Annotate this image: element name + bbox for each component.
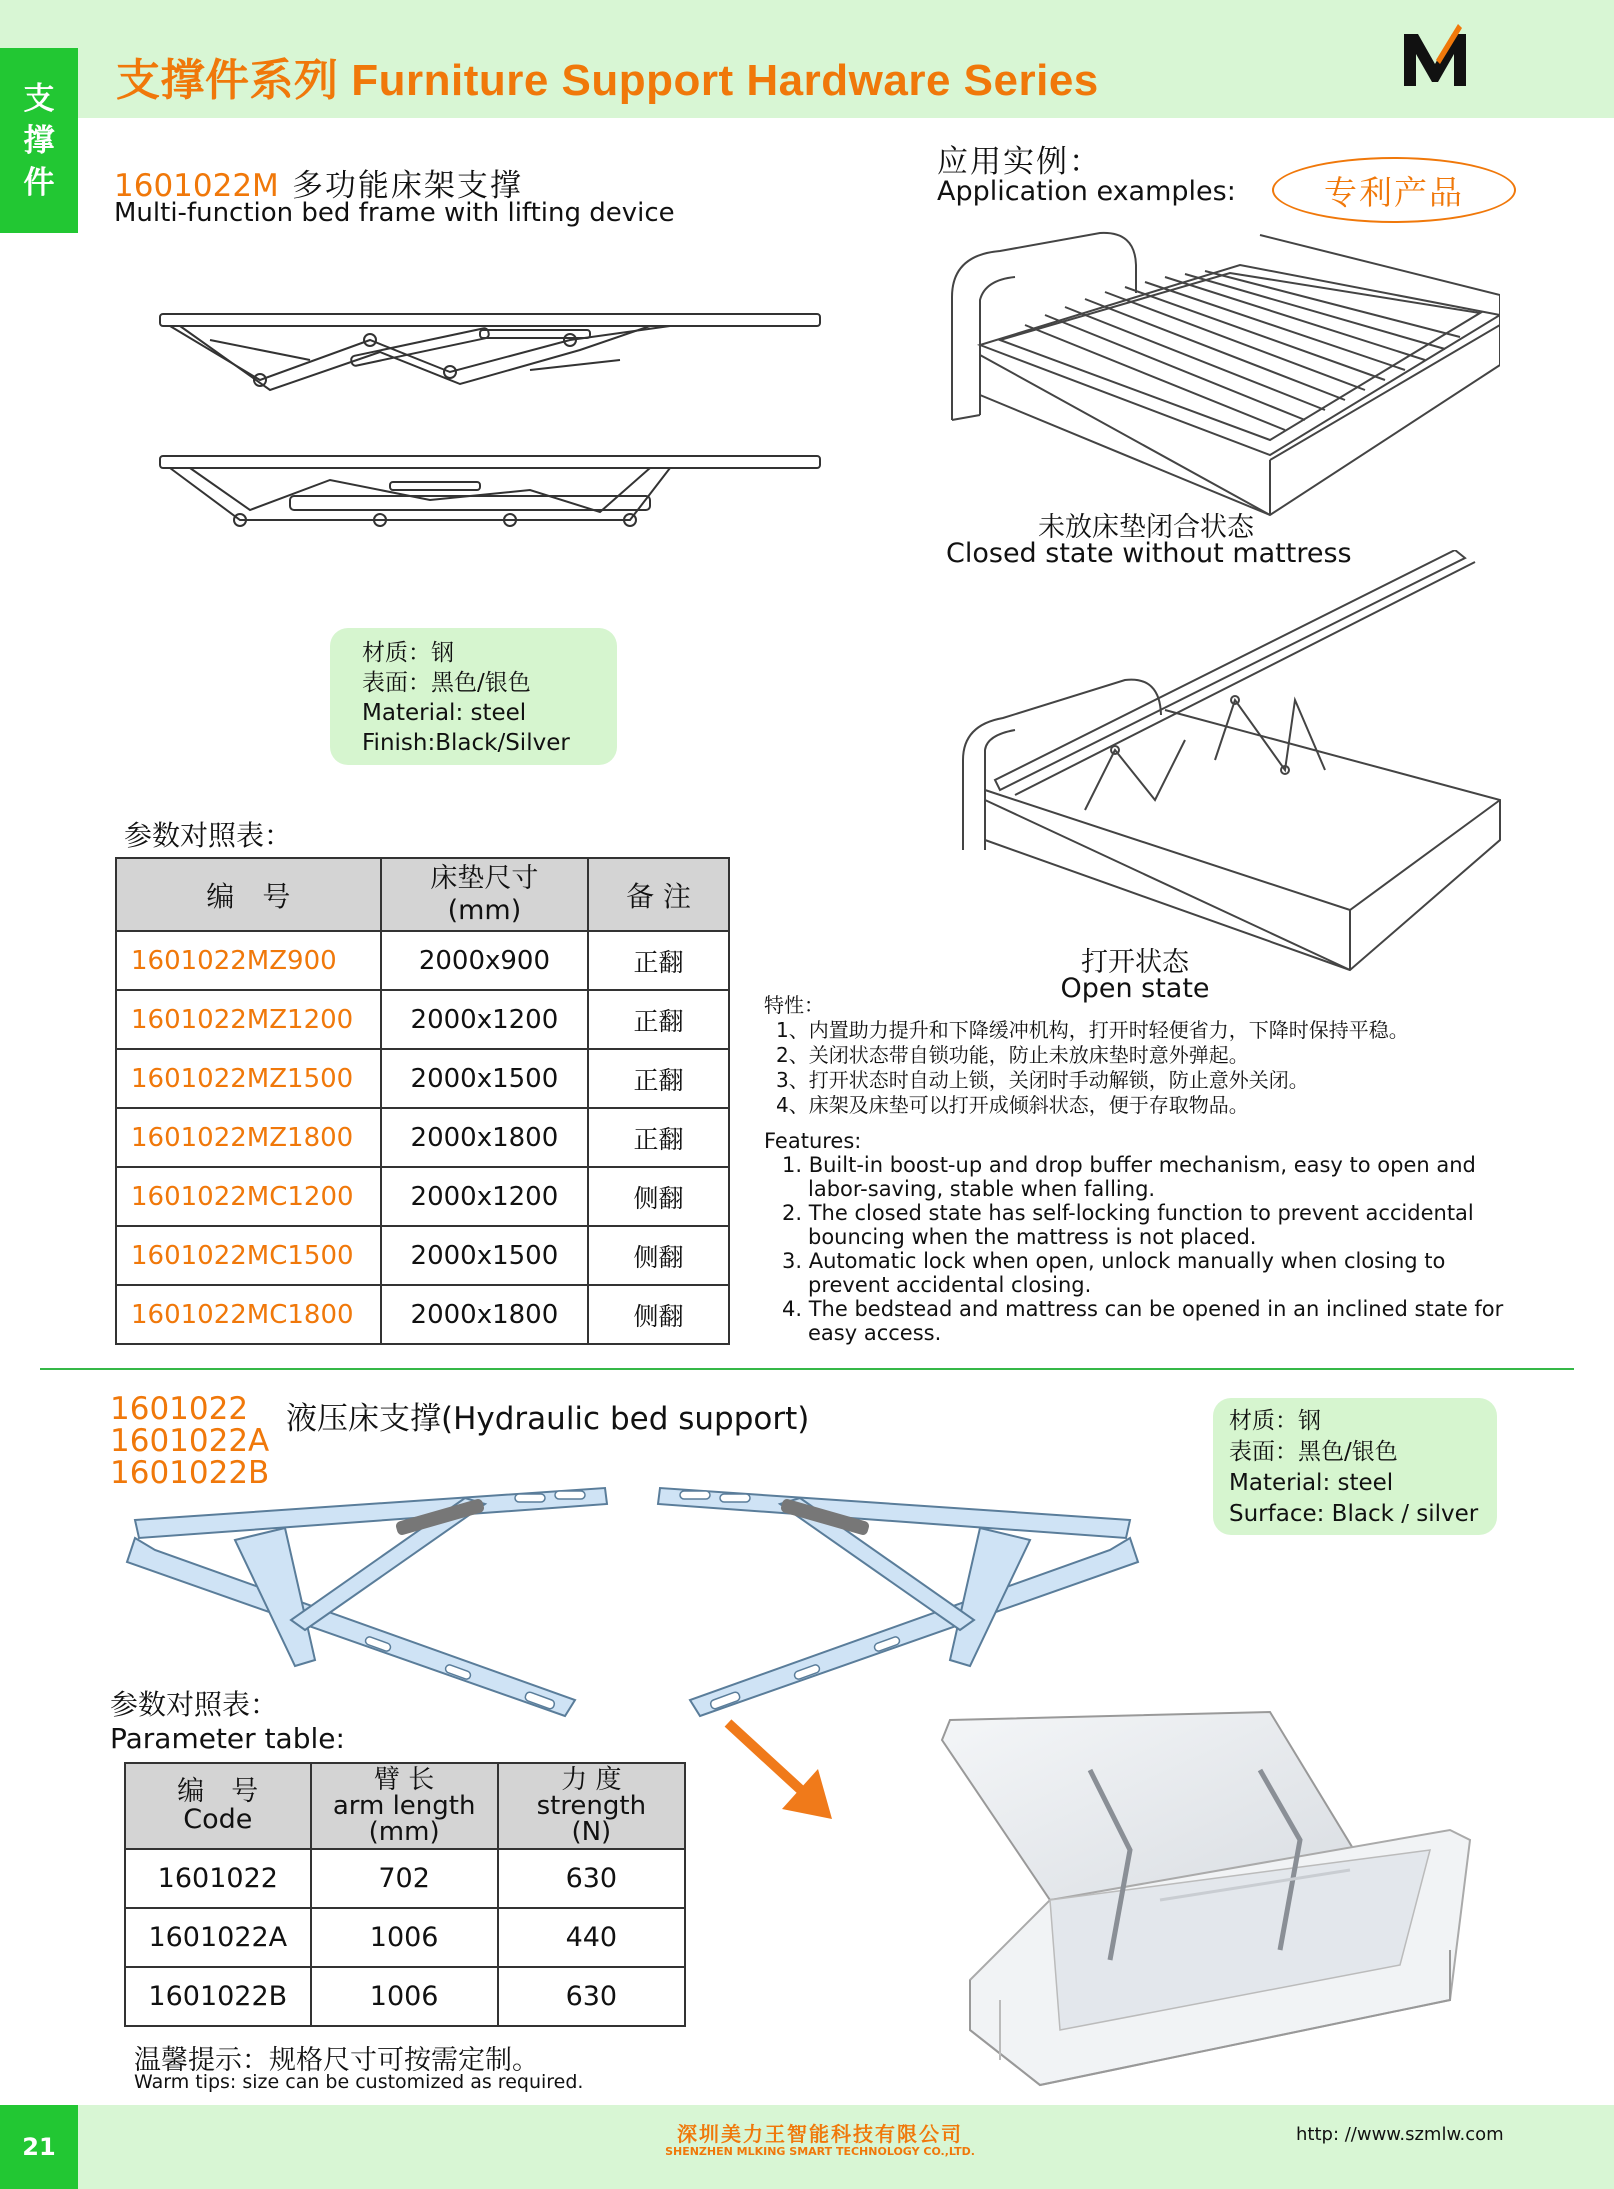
finish-line: 表面：黑色/银色: [362, 670, 531, 696]
header-strength: [498, 1763, 685, 1849]
table-row: [125, 1908, 685, 1967]
cell-size: 2000x1500: [381, 1049, 588, 1108]
arrow-icon: [720, 1715, 840, 1825]
feature-en-line: easy access.: [808, 1321, 942, 1345]
category-tab: [0, 48, 78, 233]
page-title: 支撑件系列 Furniture Support Hardware Series: [116, 56, 1099, 105]
cell-code: 1601022MC1200: [116, 1167, 381, 1226]
header-str-cn: 力 度: [561, 1765, 622, 1795]
hydraulic-code: 1601022A: [110, 1423, 270, 1459]
section-divider: [40, 1368, 1574, 1370]
brand-logo: [1400, 20, 1470, 92]
closed-bed-drawing: [940, 225, 1500, 520]
table-caption: 参数对照表：: [124, 819, 293, 852]
hydraulic-support-left: [115, 1480, 615, 1720]
hydraulic-code: 1601022: [110, 1391, 249, 1427]
logo-icon: [1400, 20, 1470, 92]
cell-code: 1601022A: [125, 1908, 311, 1967]
param-caption-cn: 参数对照表：: [110, 1688, 279, 1721]
material-line: 材质：钢: [362, 640, 454, 666]
mattress-size-table: [115, 857, 730, 1345]
feature-en-line: 4. The bedstead and mattress can be opened in an inclined state for: [782, 1297, 1504, 1321]
header-size-label: 床垫尺寸: [430, 862, 539, 894]
table-row: [116, 990, 729, 1049]
feature-cn-item: 4、床架及床垫可以打开成倾斜状态，便于存取物品。: [776, 1093, 1249, 1117]
category-tab-char: 撑: [23, 122, 55, 159]
cell-size: 2000x1200: [381, 990, 588, 1049]
closed-state-en: Closed state without mattress: [946, 538, 1352, 569]
header-arm-cn: 臂 长: [374, 1765, 435, 1795]
application-heading-cn: 应用实例：: [937, 144, 1102, 180]
company-name-en: SHENZHEN MLKING SMART TECHNOLOGY CO.,LTD.: [665, 2145, 975, 2158]
features-cn-title: 特性：: [764, 993, 824, 1017]
cell-code: 1601022MZ1500: [116, 1049, 381, 1108]
hydraulic-codes: [110, 1393, 269, 1489]
cell-note: 侧翻: [588, 1226, 729, 1285]
table-row: [116, 1108, 729, 1167]
product-name-en: Multi-function bed frame with lifting device: [114, 198, 675, 228]
open-state-en: Open state: [1060, 973, 1210, 1004]
header-arm-en: arm length: [332, 1791, 476, 1821]
cell-code: 1601022MZ1200: [116, 990, 381, 1049]
bed-frame-drawing-top: [150, 300, 830, 410]
material-line-en: Material: steel: [1229, 1470, 1394, 1496]
header-code: [125, 1763, 311, 1849]
cell-size: 2000x1800: [381, 1108, 588, 1167]
header-str-unit: (N): [571, 1817, 612, 1847]
table-row: [116, 931, 729, 990]
header-note: 备 注: [588, 858, 729, 931]
feature-en-line: 3. Automatic lock when open, unlock manually when closing to: [782, 1249, 1446, 1273]
material-line-en: Material: steel: [362, 700, 527, 726]
features-en: [764, 1129, 1503, 1345]
bed-frame-drawing-bottom: [150, 450, 830, 540]
cell-arm: 1006: [311, 1908, 498, 1967]
header-code-cn: 编 号: [177, 1776, 259, 1807]
category-tab-char: 支: [23, 80, 55, 117]
header-size-unit: (mm): [447, 894, 522, 926]
closed-state-cn: 未放床垫闭合状态: [1038, 512, 1254, 543]
cell-code: 1601022MZ900: [116, 931, 381, 990]
cell-note: 正翻: [588, 990, 729, 1049]
surface-line: 表面：黑色/银色: [1229, 1439, 1398, 1465]
material-line: 材质：钢: [1229, 1408, 1321, 1434]
cell-size: 2000x1800: [381, 1285, 588, 1344]
warm-tip-en: Warm tips: size can be customized as required.: [134, 2071, 584, 2093]
header-str-en: strength: [536, 1791, 647, 1821]
cell-code: 1601022B: [125, 1967, 311, 2026]
company-name-cn: 深圳美力王智能科技有限公司: [677, 2122, 963, 2146]
features-cn: [764, 993, 1409, 1118]
header-code: 编 号: [116, 858, 381, 931]
cell-strength: 630: [498, 1849, 685, 1908]
features-en-title: Features:: [764, 1129, 862, 1153]
feature-en-line: 2. The closed state has self-locking function to prevent accidental: [782, 1201, 1474, 1225]
hydraulic-code: 1601022B: [110, 1455, 270, 1491]
feature-cn-item: 1、内置助力提升和下降缓冲机构，打开时轻便省力，下降时保持平稳。: [776, 1018, 1409, 1042]
table-row: [125, 1849, 685, 1908]
table-row: [116, 1049, 729, 1108]
feature-en-line: prevent accidental closing.: [808, 1273, 1092, 1297]
application-heading-en: Application examples:: [937, 176, 1236, 207]
cell-strength: 630: [498, 1967, 685, 2026]
material-box: [330, 628, 617, 765]
open-bed-drawing: [955, 550, 1510, 975]
cell-note: 侧翻: [588, 1285, 729, 1344]
table-row: [125, 1967, 685, 2026]
warm-tip-cn: 温馨提示：规格尺寸可按需定制。: [134, 2045, 539, 2076]
header-code-en: Code: [183, 1804, 253, 1835]
page-number: 21: [0, 2105, 78, 2189]
feature-en-line: bouncing when the mattress is not placed.: [808, 1225, 1257, 1249]
table-row: [116, 1285, 729, 1344]
cell-code: 1601022: [125, 1849, 311, 1908]
cell-note: 侧翻: [588, 1167, 729, 1226]
feature-en-line: 1. Built-in boost-up and drop buffer mechanism, easy to open and: [782, 1153, 1476, 1177]
param-table-caption: [110, 1688, 345, 1756]
material-box-2: [1213, 1398, 1497, 1535]
cell-size: 2000x1200: [381, 1167, 588, 1226]
website-link[interactable]: http: //www.szmlw.com: [1296, 2124, 1504, 2145]
cell-arm: 702: [311, 1849, 498, 1908]
cell-size: 2000x900: [381, 931, 588, 990]
feature-en-line: labor-saving, stable when falling.: [808, 1177, 1156, 1201]
category-tab-char: 件: [23, 164, 55, 201]
feature-cn-item: 2、关闭状态带自锁功能，防止未放床垫时意外弹起。: [776, 1043, 1249, 1067]
hydraulic-name: 液压床支撑(Hydraulic bed support): [286, 1401, 810, 1437]
header-arm-unit: (mm): [368, 1817, 440, 1847]
open-state-cn: 打开状态: [1081, 947, 1189, 978]
header-size: [381, 858, 588, 931]
cell-note: 正翻: [588, 931, 729, 990]
header-arm-length: [311, 1763, 498, 1849]
product-name-cn: 多功能床架支撑: [291, 168, 523, 204]
table-row: [116, 1226, 729, 1285]
patent-badge: 专利产品: [1272, 157, 1516, 223]
cell-code: 1601022MZ1800: [116, 1108, 381, 1167]
table-row: [116, 1167, 729, 1226]
cell-code: 1601022MC1800: [116, 1285, 381, 1344]
hydraulic-support-right: [650, 1480, 1150, 1720]
cell-code: 1601022MC1500: [116, 1226, 381, 1285]
surface-line-en: Surface: Black / silver: [1229, 1501, 1479, 1527]
cell-note: 正翻: [588, 1049, 729, 1108]
finish-line-en: Finish:Black/Silver: [362, 730, 570, 756]
feature-cn-item: 3、打开状态时自动上锁，关闭时手动解锁，防止意外关闭。: [776, 1068, 1309, 1092]
cell-strength: 440: [498, 1908, 685, 1967]
cell-size: 2000x1500: [381, 1226, 588, 1285]
cell-note: 正翻: [588, 1108, 729, 1167]
cell-arm: 1006: [311, 1967, 498, 2026]
param-caption-en: Parameter table:: [110, 1722, 345, 1755]
parameter-table: [124, 1762, 686, 2027]
hydraulic-bed-photo: [930, 1700, 1490, 2100]
product-code: 1601022M: [114, 168, 279, 204]
